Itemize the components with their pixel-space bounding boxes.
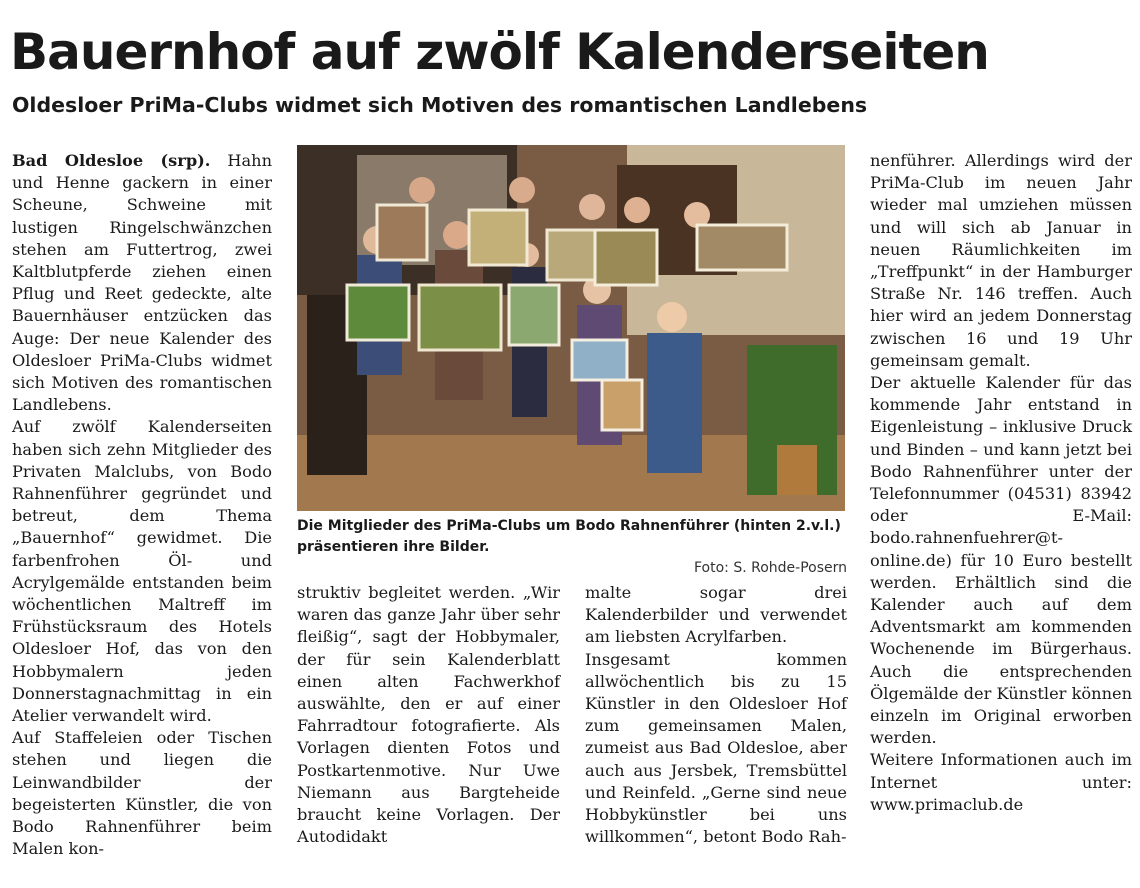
article-column-2 — [297, 582, 560, 848]
paragraph: Weitere Informationen auch im Internet unter: www.primaclub.de — [870, 750, 1132, 814]
article-column-3 — [585, 582, 847, 848]
photo-credit: Foto: S. Rohde-Posern — [693, 560, 847, 576]
paragraph: struktiv begleitet werden. „Wir waren das ganze Jahr über sehr fleißig“, sagt der Hobbymaler, der für sein Kalenderblatt einen alten Fachwerkhof auswählte, den er auf einer Fahrradtour fotografierte. Als Vorlagen dienten Fotos und Postkartenmotive. Nur Uwe Niemann aus Bargteheide braucht keine Vorlagen. Der Autodidakt — [297, 583, 560, 847]
photo-illustration — [297, 145, 845, 511]
article-column-1 — [12, 150, 272, 861]
caption-text: Die Mitglieder des PriMa-Clubs um Bodo Rahnenführer (hinten 2.v.l.) präsentieren ihre Bilder. — [297, 518, 841, 555]
paragraph: Auf Staffeleien oder Tischen stehen und liegen die Leinwandbilder der begeisterten Künstler, die von Bodo Rahnenführer beim Malen kon- — [12, 728, 272, 859]
paragraph: Insgesamt kommen allwöchentlich bis zu 15 Künstler in den Oldesloer Hof zum gemeinsamen Malen, zumeist aus Bad Oldesloe, aber auch aus Jersbek, Tremsbüttel und Reinfeld. „Gerne sind neue Hobbykünstler bei uns willkommen“, betont Bodo Rah- — [585, 649, 847, 847]
paragraph: Auf zwölf Kalenderseiten haben sich zehn Mitglieder des Privaten Malclubs, von Bodo Rahnenführer gegründet und betreut, dem Thema „Bauernhof“ gewidmet. Die farbenfrohen Öl- und Acrylgemälde entstanden beim wöchentlichen Maltreff im Frühstücksraum des Hotels Oldesloer Hof, das von den Hobbymalern jeden Donnerstagnachmittag in ein Atelier verwandelt wird. — [12, 417, 272, 726]
paragraph — [12, 150, 272, 416]
paragraph: malte sogar drei Kalenderbilder und verwendet am liebsten Acrylfarben. — [585, 583, 847, 647]
article-column-4 — [870, 150, 1132, 816]
paragraph: Der aktuelle Kalender für das kommende Jahr entstand in Eigenleistung – inklusive Druck und Binden – und kann jetzt bei Bodo Rahnenführer unter der Telefonnummer (04531) 83942 oder E-Mail: bodo.rahnenfuehrer@t-online.de) für 10 Euro bestellt werden. Erhältlich sind die Kalender auch auf dem Adventsmarkt am kommenden Wochenende im Bürgerhaus. Auch die entsprechenden Ölgemälde der Künstler können einzeln im Original erworben werden. — [870, 373, 1132, 748]
subheadline: Oldesloer PriMa-Clubs widmet sich Motiven des romantischen Landlebens — [12, 93, 868, 117]
dateline: Bad Oldesloe (srp). — [12, 151, 211, 170]
article-photo — [297, 145, 845, 511]
paragraph-text: Hahn und Henne gackern in einer Scheune, Schweine mit lustigen Ringelschwänzchen stehen am Futtertrog, zwei Kaltblutpferde ziehen einen Pflug und Reet gedeckte, alte Bauernhäuser entzücken das Auge: Der neue Kalender des Oldesloer PriMa-Clubs widmet sich Motiven des romantischen Landlebens. — [12, 151, 272, 415]
photo-caption — [297, 516, 847, 579]
headline: Bauernhof auf zwölf Kalenderseiten — [10, 23, 989, 81]
paragraph: nenführer. Allerdings wird der PriMa-Club im neuen Jahr wieder mal umziehen müssen und will sich ab Januar in neuen Räumlichkeiten im „Treffpunkt“ in der Hamburger Straße Nr. 146 treffen. Auch hier wird an jedem Donnerstag zwischen 16 und 19 Uhr gemeinsam gemalt. — [870, 151, 1132, 370]
